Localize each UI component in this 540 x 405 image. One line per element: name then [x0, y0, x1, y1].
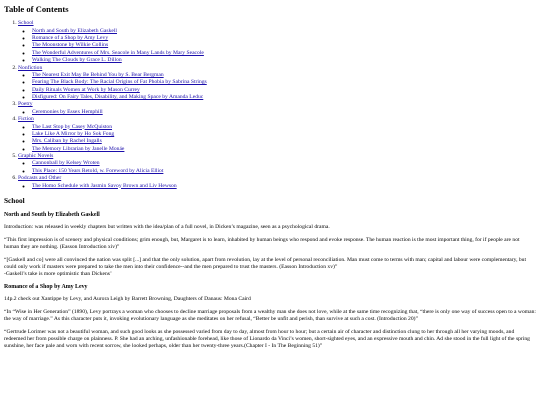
toc-section-link[interactable]: Nonfiction	[18, 64, 43, 71]
toc-item	[32, 57, 536, 64]
toc-section-link[interactable]: Poetry	[18, 101, 33, 108]
toc-item	[32, 109, 536, 116]
toc-item	[32, 160, 536, 167]
toc-item-link[interactable]: North and South by Elizabeth Gaskell	[32, 27, 117, 34]
toc-item-link[interactable]: The Memory Librarian by Janelle Monáe	[32, 145, 125, 152]
rs-quote-1: “In “Wise in Her Generation” (1890), Levy portrays a woman who chooses to decline marriage proposals from a wealthy man she does not love, while at the same time recognizing that, “there is only one way of success open to a woman: the way of marriage.” As this character puts it, invoking evolutionary language as she meditates on her refusal, “Better be unfit and perish, than survive at such a cost. (Introduction 20)”	[4, 308, 536, 323]
toc-item-link[interactable]: Ceremonies by Essex Hemphill	[32, 108, 103, 115]
heading-romance-of-a-shop: Romance of a Shop by Amy Levy	[4, 283, 88, 290]
toc-section	[18, 20, 536, 64]
toc-item-link[interactable]: Walking The Clouds by Grace L. Dillon	[32, 57, 122, 64]
toc-section	[18, 65, 536, 102]
toc-item-link[interactable]: Mrs. Caliban by Rachel Ingalls	[32, 138, 102, 145]
toc-item	[32, 87, 536, 94]
toc-item	[32, 50, 536, 57]
ns-quote-1: “This first impression is of scenery and physical conditions; grim enough, but, Margaret is to learn, inhabited by human beings who respond and evoke response. The human reaction is the most important thing, for if people are not human they are nothing. (Easson Introduction xiv)”	[4, 236, 520, 251]
toc-item-link[interactable]: The Moonstone by Wilkie Collins	[32, 42, 109, 49]
toc-item-link[interactable]: This Place: 150 Years Retold, w. Foreword by Alicia Elliot	[32, 167, 164, 174]
toc-sublist	[18, 183, 536, 190]
toc-item-link[interactable]: The Nearest Exit May Be Behind You by S. Bear Bergman	[32, 71, 164, 78]
toc-item-link[interactable]: Romance of a Shop by Amy Levy	[32, 35, 109, 42]
toc-item	[32, 94, 536, 101]
ns-introduction: Introduction: was released in weekly chapters but written with the idea/plan of a full novel, in Dicken’s magazine, seen as a psychological drama.	[4, 224, 330, 231]
toc-item	[32, 35, 536, 42]
toc-section	[18, 153, 536, 175]
table-of-contents	[4, 20, 536, 190]
toc-section-link[interactable]: Graphic Novels	[18, 153, 54, 160]
toc-item	[32, 168, 536, 175]
toc-section	[18, 175, 536, 190]
toc-item	[32, 42, 536, 49]
toc-item-link[interactable]: Cannonball by Kelsey Wroten	[32, 160, 100, 167]
toc-sublist	[18, 28, 536, 65]
toc-item-link[interactable]: The Homo Schedule with Jasmin Savoy Brown and Liv Hewson	[32, 182, 177, 189]
toc-item	[32, 131, 536, 138]
toc-section	[18, 116, 536, 153]
toc-item-link[interactable]: The Wonderful Adventures of Mrs. Seacole in Many Lands by Mary Seacole	[32, 49, 204, 56]
toc-sublist	[18, 72, 536, 102]
ns-quote-2-note: -Gaskell’s take is more optimistic than Dickens’	[4, 271, 112, 278]
ns-quote-2-text: “[Gaskell and co] were all convinced the nation was split [...] and that the only solution, apart from revolution, lay at the level of personal reconciliation. Man must come to terms with man; capital and labour were complementary, but could only work if masters were prepared to take the men into their confidence--and the men prepared to trust the masters. (Easson Introduction xv)”	[4, 256, 527, 270]
ns-quote-2	[4, 257, 536, 279]
toc-sublist	[18, 124, 536, 154]
toc-item-link[interactable]: Fearing The Black Body: The Racial Origins of Fat Phobia by Sabrina Strings	[32, 79, 207, 86]
section-heading-school: School	[4, 195, 25, 205]
rs-note: 14p.2 check out Xantippe by Levy, and Aurora Leigh by Barrett Browning, Daughters of Danaus: Mona Caird	[4, 296, 251, 303]
toc-item	[32, 183, 536, 190]
toc-title: Table of Contents	[4, 4, 69, 14]
toc-item	[32, 146, 536, 153]
toc-section-link[interactable]: Fiction	[18, 116, 34, 123]
toc-item-link[interactable]: Disfigured: On Fairy Tales, Disability, and Making Space by Amanda Leduc	[32, 94, 204, 101]
toc-item	[32, 124, 536, 131]
toc-item	[32, 28, 536, 35]
toc-item	[32, 138, 536, 145]
heading-north-and-south: North and South by Elizabeth Gaskell	[4, 211, 100, 218]
toc-sublist	[18, 160, 536, 175]
toc-section	[18, 101, 536, 116]
toc-section-link[interactable]: Podcasts and Other	[18, 175, 62, 182]
rs-quote-2: “Gertrude Lorimer was not a beautiful woman, and such good looks as she possessed varied from day to day, almost from hour to hour; but a certain air of character and distinction clung to her through all her varying moods, and redeemed her from possible charge on plainness. P. She had an arching, unfashionable forehead, like those of Lionardo da Vinci’s women, short-sighted eyes, and an expressive mouth and chin. Ad she stood in the full light of the spring sunshine, her face pale and worn with recent sorrow, she looked perhaps, older than her twenty-three years.(Chapter I - In The Beginning 51)”	[4, 328, 530, 350]
toc-item-link[interactable]: Daily Rituals Women at Work by Mason Currey	[32, 86, 140, 93]
toc-item-link[interactable]: Lake Like A Mirror by Ho Sok Fong	[32, 130, 115, 137]
toc-item	[32, 79, 536, 86]
toc-sublist	[18, 109, 536, 116]
toc-item-link[interactable]: The Last Stop by Casey McQuiston	[32, 123, 113, 130]
toc-section-link[interactable]: School	[18, 20, 34, 27]
